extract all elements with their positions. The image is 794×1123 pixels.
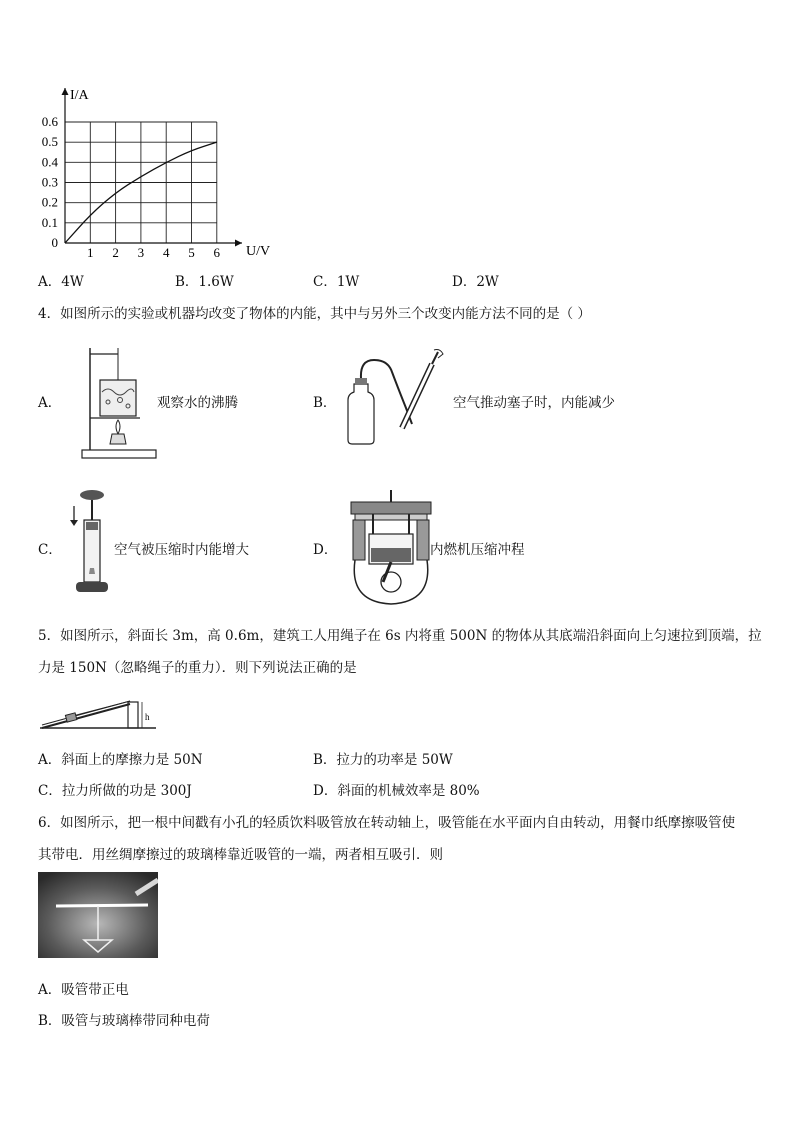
q6-stem-line-2: 其带电．用丝绸摩擦过的玻璃棒靠近吸管的一端，两者相互吸引．则 xyxy=(38,847,443,863)
iu-graph xyxy=(30,80,290,265)
q6-option-b[interactable]: B．吸管与玻璃棒带同种电荷 xyxy=(38,1013,210,1029)
q4-option-c-letter[interactable]: C． xyxy=(38,542,62,558)
q3-option-d[interactable]: D．2W xyxy=(452,274,499,290)
q3-option-b[interactable]: B．1.6W xyxy=(175,274,234,290)
x-tick-label: 1 xyxy=(87,245,94,260)
q5-option-b[interactable]: B．拉力的功率是 50W xyxy=(313,752,453,768)
x-tick-label: 2 xyxy=(112,245,119,260)
q5-option-c[interactable]: C．拉力所做的功是 300J xyxy=(38,783,192,799)
q4-option-a-caption: 观察水的沸腾 xyxy=(157,395,238,411)
q4-option-d-caption: 内燃机压缩冲程 xyxy=(430,542,525,558)
q3-option-c[interactable]: C．1W xyxy=(313,274,360,290)
bottle-pump-icon xyxy=(340,348,445,446)
y-tick-label: 0.6 xyxy=(41,114,58,129)
boiling-water-apparatus-icon xyxy=(78,340,160,460)
q5-option-d[interactable]: D．斜面的机械效率是 80% xyxy=(313,783,480,799)
q4-option-a-letter[interactable]: A． xyxy=(38,395,62,411)
x-tick-label: 3 xyxy=(137,245,145,260)
engine-compression-stroke-icon xyxy=(345,490,437,608)
fire-syringe-icon xyxy=(64,486,116,598)
q3-option-a[interactable]: A．4W xyxy=(38,274,84,290)
svg-text:h: h xyxy=(145,712,150,722)
q4-option-d-letter[interactable]: D． xyxy=(313,542,338,558)
y-tick-label: 0.5 xyxy=(41,134,58,150)
straw-experiment-photo xyxy=(38,872,158,958)
q5-option-a[interactable]: A．斜面上的摩擦力是 50N xyxy=(38,752,203,768)
q4-option-c-caption: 空气被压缩时内能增大 xyxy=(114,542,249,558)
y-tick-label: 0.1 xyxy=(41,214,58,230)
graph-grid xyxy=(65,122,217,243)
inclined-plane-icon xyxy=(38,696,160,734)
q5-stem-line-2: 力是 150N（忽略绳子的重力）．则下列说法正确的是 xyxy=(38,660,357,676)
y-tick-label: 0.2 xyxy=(41,194,58,210)
q4-option-b-caption: 空气推动塞子时，内能减少 xyxy=(453,395,615,411)
q6-stem-line-1: 6．如图所示，把一根中间戳有小孔的轻质饮料吸管放在转动轴上，吸管能在水平面内自由转动，用餐巾纸摩擦吸管使 xyxy=(38,815,736,831)
y-tick-label: 0 xyxy=(51,235,58,250)
y-axis-label: I/A xyxy=(70,88,89,103)
q5-stem-line-1: 5．如图所示，斜面长 3m，高 0.6m，建筑工人用绳子在 6s 内将重 500N 的物体从其底端沿斜面向上匀速拉到顶端，拉 xyxy=(38,628,762,644)
x-tick-label: 5 xyxy=(188,245,195,260)
x-tick-label: 4 xyxy=(162,245,170,260)
q4-option-b-letter[interactable]: B． xyxy=(313,395,337,411)
x-axis-label: U/V xyxy=(246,244,271,259)
y-tick-label: 0.3 xyxy=(41,174,58,190)
q6-option-a[interactable]: A．吸管带正电 xyxy=(38,982,129,998)
q4-stem: 4．如图所示的实验或机器均改变了物体的内能，其中与另外三个改变内能方法不同的是（ ） xyxy=(38,306,591,322)
y-tick-label: 0.4 xyxy=(41,154,58,170)
x-tick-label: 6 xyxy=(213,245,221,260)
